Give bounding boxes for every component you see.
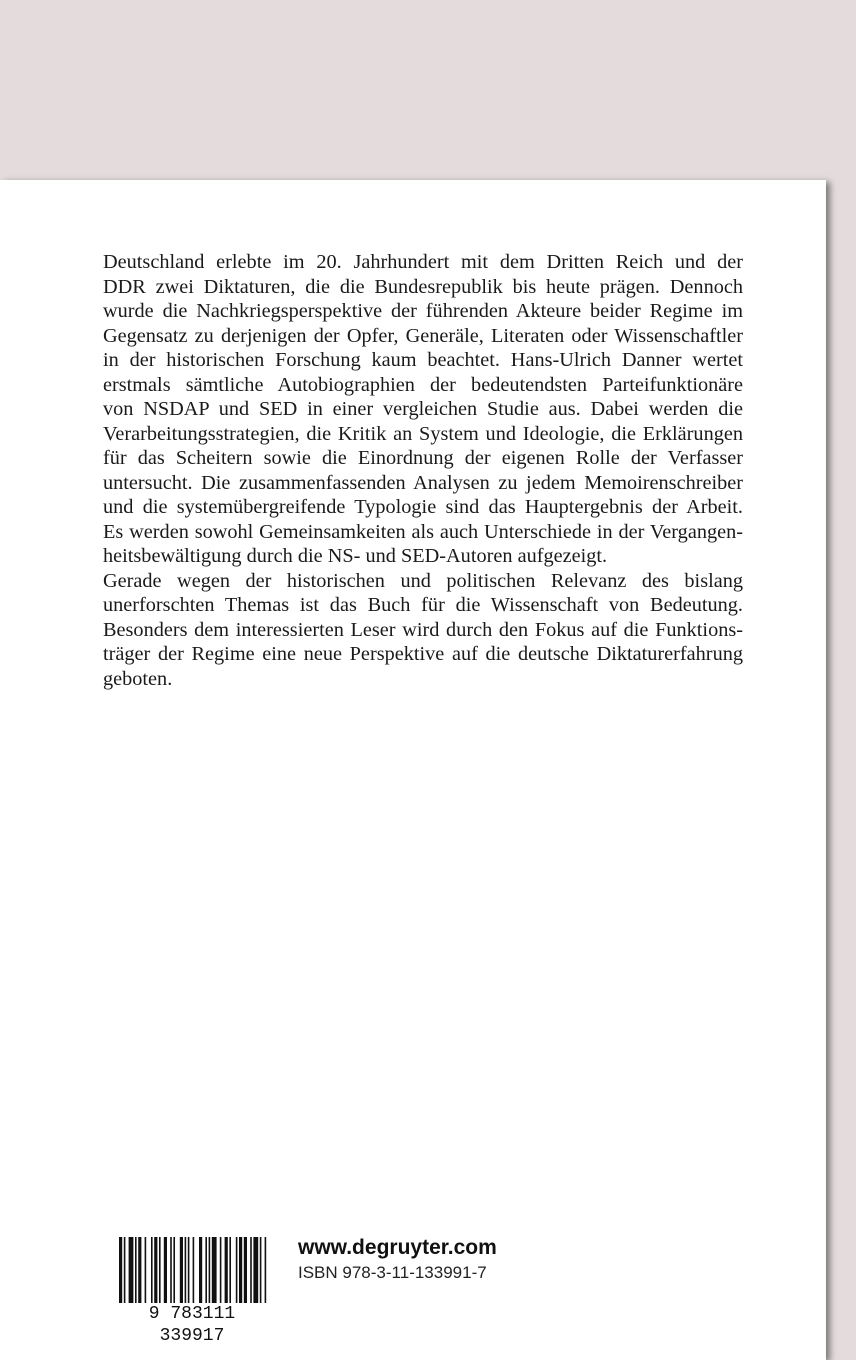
barcode-bar xyxy=(159,1237,161,1307)
barcode-bar xyxy=(212,1237,217,1307)
barcode-bar xyxy=(193,1237,195,1307)
barcode-bar xyxy=(188,1237,190,1307)
barcode-bar xyxy=(239,1237,242,1307)
barcode-bar xyxy=(205,1237,207,1307)
barcode-bar xyxy=(225,1237,228,1307)
blurb-line: und die systemübergreifende Typologie sind das Hauptergebnis der Arbeit. xyxy=(103,496,743,518)
barcode-bar xyxy=(173,1237,175,1307)
barcode-bar xyxy=(170,1237,172,1307)
blurb-line: wurde die Nachkriegsperspektive der führenden Akteure beider Regime im xyxy=(103,300,743,322)
barcode-bar xyxy=(185,1237,187,1307)
blurb-line: für das Scheitern sowie die Einordnung der eigenen Rolle der Verfasser xyxy=(103,447,743,469)
blurb-line: geboten. xyxy=(103,667,173,690)
barcode-bar xyxy=(180,1237,183,1307)
barcode-bar xyxy=(138,1237,141,1307)
barcode-bar xyxy=(154,1237,157,1307)
barcode-digits: 9 783111 339917 xyxy=(113,1303,271,1347)
blurb-line: Es werden sowohl Gemeinsamkeiten als auch Unterschiede in der Vergangen- xyxy=(103,520,743,543)
barcode-bar xyxy=(199,1237,202,1307)
blurb-line: DDR zwei Diktaturen, die die Bundesrepublik bis heute prägen. Dennoch xyxy=(103,275,743,298)
blurb-line: träger der Regime eine neue Perspektive auf die deutsche Diktaturerfahrung xyxy=(103,643,743,665)
isbn-number: ISBN 978-3-11-133991-7 xyxy=(298,1263,487,1282)
isbn-barcode xyxy=(113,1237,271,1346)
blurb-line: Besonders dem interessierten Leser wird durch den Fokus auf die Funktions- xyxy=(103,618,743,641)
barcode-bar xyxy=(145,1237,147,1307)
barcode-bar xyxy=(260,1237,262,1307)
barcode-bar xyxy=(229,1237,231,1307)
blurb-line: Gegensatz zu derjenigen der Opfer, Generäle, Literaten oder Wissenschaftler xyxy=(103,324,743,347)
blurb-line: Deutschland erlebte im 20. Jahrhundert mit dem Dritten Reich und der xyxy=(103,251,743,273)
blurb-line: erstmals sämtliche Autobiographien der bedeutendsten Parteifunktionäre xyxy=(103,373,743,396)
blurb-text xyxy=(103,250,743,691)
barcode-bar xyxy=(124,1237,126,1307)
barcode-bar xyxy=(151,1237,153,1307)
barcode-bar xyxy=(250,1237,252,1307)
blurb-line: in der historischen Forschung kaum beachtet. Hans-Ulrich Danner wertet xyxy=(103,349,743,371)
barcode-bar xyxy=(236,1237,238,1307)
blurb-line: heitsbewältigung durch die NS- und SED-Autoren aufgezeigt. xyxy=(103,545,608,567)
barcode-bar xyxy=(220,1237,222,1307)
barcode-bar xyxy=(129,1237,134,1307)
blurb-line: untersucht. Die zusammenfassenden Analysen zu jedem Memoirenschreiber xyxy=(103,471,743,494)
barcode-bar xyxy=(119,1237,122,1307)
publisher-website: www.degruyter.com xyxy=(298,1236,497,1259)
barcode-bars xyxy=(113,1237,271,1307)
blurb-line: unerforschten Themas ist das Buch für die Wissenschaft von Bedeutung. xyxy=(103,594,743,616)
barcode-bar xyxy=(253,1237,258,1307)
barcode-bar xyxy=(244,1237,247,1307)
barcode-bar xyxy=(135,1237,137,1307)
back-cover-page xyxy=(0,180,826,1360)
blurb-line: von NSDAP und SED in einer vergleichen Studie aus. Dabei werden die xyxy=(103,398,743,420)
barcode-bar xyxy=(164,1237,167,1307)
barcode-bar xyxy=(265,1237,267,1307)
blurb-line: Gerade wegen der historischen und politischen Relevanz des bislang xyxy=(103,569,743,592)
blurb-line: Verarbeitungsstrategien, die Kritik an System und Ideologie, die Erklärungen xyxy=(103,422,743,445)
barcode-bar xyxy=(209,1237,211,1307)
